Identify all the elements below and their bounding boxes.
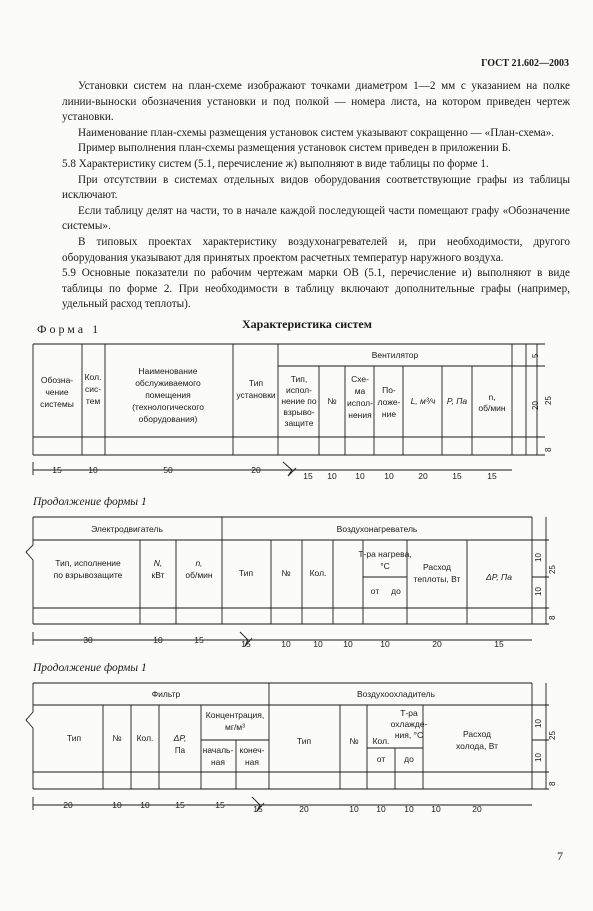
dim: 10 bbox=[281, 639, 291, 649]
header-qty: Кол. bbox=[136, 733, 154, 743]
header-flow-2: холода, Вт bbox=[456, 741, 498, 751]
vdim: 10 bbox=[534, 753, 543, 762]
header-scheme-1: Схе- bbox=[351, 374, 369, 384]
header-power-1: N, bbox=[153, 558, 163, 568]
header-conc-2: мг/м³ bbox=[225, 722, 245, 732]
header-number: № bbox=[327, 396, 337, 406]
form-label: Форма 1 bbox=[37, 322, 102, 336]
header-designation-3: системы bbox=[40, 399, 74, 409]
vdim: 8 bbox=[544, 447, 553, 452]
header-dp-1: ΔP, bbox=[173, 733, 187, 743]
header-rpm-1: n, bbox=[195, 558, 203, 568]
header-power-2: кВт bbox=[151, 570, 165, 580]
header-start-2: ная bbox=[210, 757, 226, 767]
dim: 10 bbox=[355, 471, 365, 481]
dim: 20 bbox=[472, 804, 482, 814]
header-from: от bbox=[370, 586, 380, 596]
dim: 10 bbox=[112, 800, 122, 810]
header-position-2: ложе- bbox=[377, 397, 401, 407]
header-temp-2: охлажде- bbox=[390, 719, 428, 729]
vdim: 8 bbox=[548, 781, 557, 786]
header-scheme-4: нения bbox=[348, 410, 372, 420]
header-rpm-1: n, bbox=[488, 392, 496, 402]
header-scheme-2: ма bbox=[354, 386, 366, 396]
paragraph: В типовых проектах характеристику воздухонагревателей и, при необходимости, другого оборудования указывают для принятых проектом расчетных температур наружного воздуха. bbox=[62, 235, 570, 264]
header-designation-1: Обозна- bbox=[40, 375, 74, 385]
dim: 15 bbox=[175, 800, 185, 810]
document-code: ГОСТ 21.602—2003 bbox=[481, 58, 569, 69]
vdim: 10 bbox=[534, 719, 543, 728]
header-conc-1: Концентрация, bbox=[205, 710, 265, 720]
vdim: 20 bbox=[531, 401, 540, 410]
header-flow-1: Расход bbox=[422, 562, 452, 572]
header-start-1: началь- bbox=[202, 745, 234, 755]
dim: 15 bbox=[194, 635, 204, 645]
dim: 15 bbox=[215, 800, 225, 810]
header-temp-3: ния, °С bbox=[394, 730, 424, 740]
header-rpm-2: об/мин bbox=[185, 570, 213, 580]
header-name-2: обслуживаемого bbox=[135, 378, 201, 388]
vdim: 25 bbox=[544, 396, 553, 405]
dim: 20 bbox=[299, 804, 309, 814]
dim: 10 bbox=[140, 800, 150, 810]
dim: 15 bbox=[452, 471, 462, 481]
header-dp: ΔP, Па bbox=[486, 572, 512, 582]
continuation-title: Продолжение формы 1 bbox=[33, 496, 147, 508]
header-qty-2: сис- bbox=[84, 384, 102, 394]
header-to: до bbox=[404, 754, 414, 764]
header-dp-2: Па bbox=[174, 746, 186, 755]
dim: 10 bbox=[327, 471, 337, 481]
header-type-2: установки bbox=[236, 390, 276, 400]
header-motor: Электродвигатель bbox=[91, 524, 163, 534]
dim: 20 bbox=[418, 471, 428, 481]
continuation-title: Продолжение формы 1 bbox=[33, 662, 147, 674]
dim: 20 bbox=[251, 465, 261, 475]
header-name-1: Наименование bbox=[138, 366, 198, 376]
dim: 10 bbox=[376, 804, 386, 814]
header-cooler-number: № bbox=[349, 736, 359, 746]
paragraph: Пример выполнения план-схемы размещения установок систем приведен в приложении Б. bbox=[78, 142, 511, 155]
vdim: 8 bbox=[548, 615, 557, 620]
header-type-1: Тип bbox=[248, 378, 264, 388]
header-airflow: L, м³/ч bbox=[410, 396, 436, 406]
paragraph: Наименование план-схемы размещения установок систем указывают сокращенно — «План-схема». bbox=[78, 126, 555, 139]
header-type-expl-1: Тип, исполнение bbox=[55, 558, 121, 568]
vdim: 25 bbox=[548, 565, 557, 574]
header-qty: Кол. bbox=[309, 568, 327, 578]
header-flow-1: Расход bbox=[462, 729, 492, 739]
dim: 10 bbox=[153, 635, 163, 645]
header-heater: Воздухонагреватель bbox=[336, 524, 418, 534]
dim: 15 bbox=[303, 471, 313, 481]
vdim: 10 bbox=[534, 553, 543, 562]
header-type-expl-2: по взрывозащите bbox=[53, 570, 123, 580]
header-cooler-qty: Кол. bbox=[372, 736, 390, 746]
header-fan: Вентилятор bbox=[371, 350, 419, 360]
header-pressure: P, Па bbox=[446, 396, 468, 406]
dim: 20 bbox=[63, 800, 73, 810]
dim: 15 bbox=[487, 471, 497, 481]
header-fan-type-3: нение по bbox=[281, 396, 317, 406]
header-qty-3: тем bbox=[85, 396, 101, 406]
dim: 10 bbox=[431, 804, 441, 814]
paragraph: Если таблицу делят на части, то в начале каждой последующей части помещают графу «Обозначение системы». bbox=[62, 204, 570, 233]
header-name-3: помещения bbox=[145, 390, 191, 400]
header-number: № bbox=[112, 733, 122, 743]
dim: 50 bbox=[163, 465, 173, 475]
header-type: Тип bbox=[66, 733, 82, 743]
header-from: от bbox=[376, 754, 386, 764]
header-end-1: конеч- bbox=[239, 745, 265, 755]
header-fan-type-1: Тип, bbox=[290, 374, 308, 384]
header-name-4: (технологического bbox=[132, 402, 204, 412]
header-scheme-3: испол- bbox=[347, 398, 373, 408]
vdim: 10 bbox=[534, 587, 543, 596]
dim: 10 bbox=[349, 804, 359, 814]
dim: 10 bbox=[380, 639, 390, 649]
paragraph: 5.9 Основные показатели по рабочим чертежам марки ОВ (5.1, перечисление и) выполняют в виде таблицы по форме 2. При необходимости в таблицу включают дополнительные графы (например, удельный расход теплоты). bbox=[62, 267, 570, 311]
header-cooler-type: Тип bbox=[296, 736, 312, 746]
header-qty-1: Кол. bbox=[84, 372, 102, 382]
header-cooler: Воздухоохладитель bbox=[356, 689, 436, 699]
header-designation-2: чение bbox=[45, 387, 69, 397]
header-temp-1: Т-ра нагрева, bbox=[358, 549, 412, 559]
page-number: 7 bbox=[557, 849, 563, 863]
paragraph: Установки систем на план-схеме изображают точками диаметром 1—2 мм с указанием на полке линии-выноски обозначения установки и под полкой — номера листа, на котором приведен чертеж установки. bbox=[62, 80, 570, 124]
header-position-3: ние bbox=[381, 409, 397, 419]
header-flow-2: теплоты, Вт bbox=[413, 574, 461, 584]
paragraph: При отсутствии в системах отдельных видов оборудования соответствующие графы из таблицы исключают. bbox=[62, 173, 570, 202]
dim: 10 bbox=[343, 639, 353, 649]
dim: 20 bbox=[432, 639, 442, 649]
header-type: Тип bbox=[238, 568, 254, 578]
header-end-2: ная bbox=[244, 757, 260, 767]
header-filter: Фильтр bbox=[151, 689, 181, 699]
paragraph: 5.8 Характеристику систем (5.1, перечисление ж) выполняют в виде таблицы по форме 1. bbox=[62, 157, 489, 170]
dim: 10 bbox=[313, 639, 323, 649]
header-fan-type-2: испол- bbox=[286, 385, 312, 395]
vdim: 5 bbox=[531, 353, 540, 358]
header-position-1: По- bbox=[382, 385, 396, 395]
header-name-5: оборудования) bbox=[138, 414, 198, 424]
header-rpm-2: об/мин bbox=[478, 403, 506, 413]
header-number: № bbox=[281, 568, 291, 578]
table-title: Характеристика систем bbox=[242, 317, 372, 331]
dim: 15 bbox=[253, 804, 263, 814]
dim: 10 bbox=[88, 465, 98, 475]
header-fan-type-5: защите bbox=[284, 418, 314, 428]
header-fan-type-4: взрыво- bbox=[283, 407, 315, 417]
dim: 10 bbox=[384, 471, 394, 481]
header-to: до bbox=[391, 586, 401, 596]
header-temp-2: °С bbox=[380, 561, 390, 571]
dim: 30 bbox=[83, 635, 93, 645]
dim: 15 bbox=[52, 465, 62, 475]
dim: 10 bbox=[404, 804, 414, 814]
dim: 15 bbox=[241, 639, 251, 649]
dim: 15 bbox=[494, 639, 504, 649]
vdim: 25 bbox=[548, 731, 557, 740]
header-temp-1: Т-ра bbox=[400, 708, 418, 718]
